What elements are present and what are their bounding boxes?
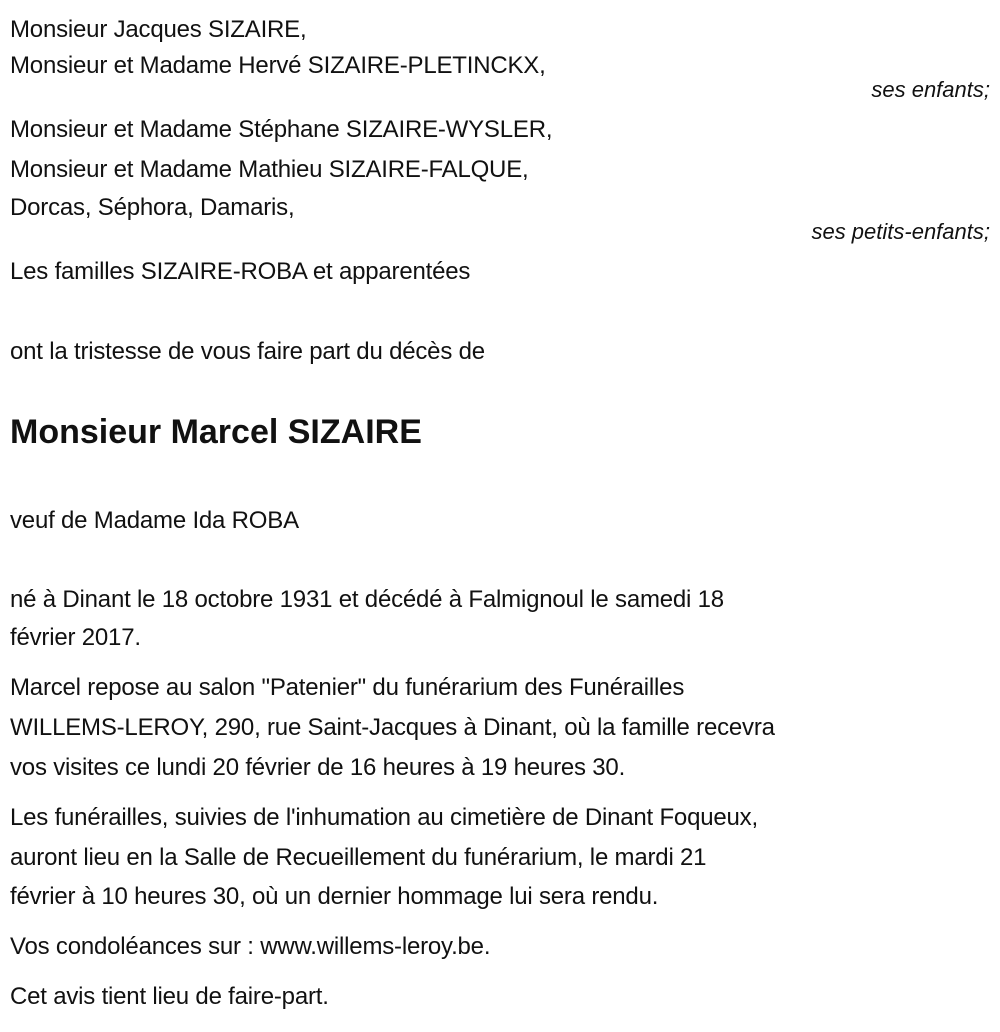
visitation-line: vos visites ce lundi 20 février de 16 heures à 19 heures 30. (10, 754, 626, 781)
visitation-line: Marcel repose au salon "Patenier" du funérarium des Funérailles (10, 674, 685, 701)
grandchild-line: Monsieur et Madame Mathieu SIZAIRE-FALQUE, (10, 156, 529, 183)
child-line: Monsieur et Madame Hervé SIZAIRE-PLETINCKX, (10, 52, 546, 79)
birth-death-line: né à Dinant le 18 octobre 1931 et décédé à Falmignoul le samedi 18 (10, 586, 724, 613)
grandchild-line: Dorcas, Séphora, Damaris, (10, 194, 295, 221)
condolences-line: Vos condoléances sur : www.willems-leroy.be. (10, 933, 491, 960)
funeral-line: Les funérailles, suivies de l'inhumation au cimetière de Dinant Foqueux, (10, 804, 758, 831)
announcement: ont la tristesse de vous faire part du décès de (10, 338, 485, 365)
birth-death-line: février 2017. (10, 624, 141, 651)
children-label: ses enfants; (871, 77, 990, 102)
funeral-line: février à 10 heures 30, où un dernier hommage lui sera rendu. (10, 883, 659, 910)
widower-of: veuf de Madame Ida ROBA (10, 507, 299, 534)
funeral-line: auront lieu en la Salle de Recueillement du funérarium, le mardi 21 (10, 844, 707, 871)
grandchild-line: Monsieur et Madame Stéphane SIZAIRE-WYSLER, (10, 116, 553, 143)
families-line: Les familles SIZAIRE-ROBA et apparentées (10, 258, 471, 285)
deceased-name: Monsieur Marcel SIZAIRE (10, 413, 422, 451)
grandchildren-label: ses petits-enfants; (811, 219, 990, 244)
visitation-line: WILLEMS-LEROY, 290, rue Saint-Jacques à Dinant, où la famille recevra (10, 714, 775, 741)
closing-line: Cet avis tient lieu de faire-part. (10, 983, 329, 1010)
child-line: Monsieur Jacques SIZAIRE, (10, 16, 307, 43)
